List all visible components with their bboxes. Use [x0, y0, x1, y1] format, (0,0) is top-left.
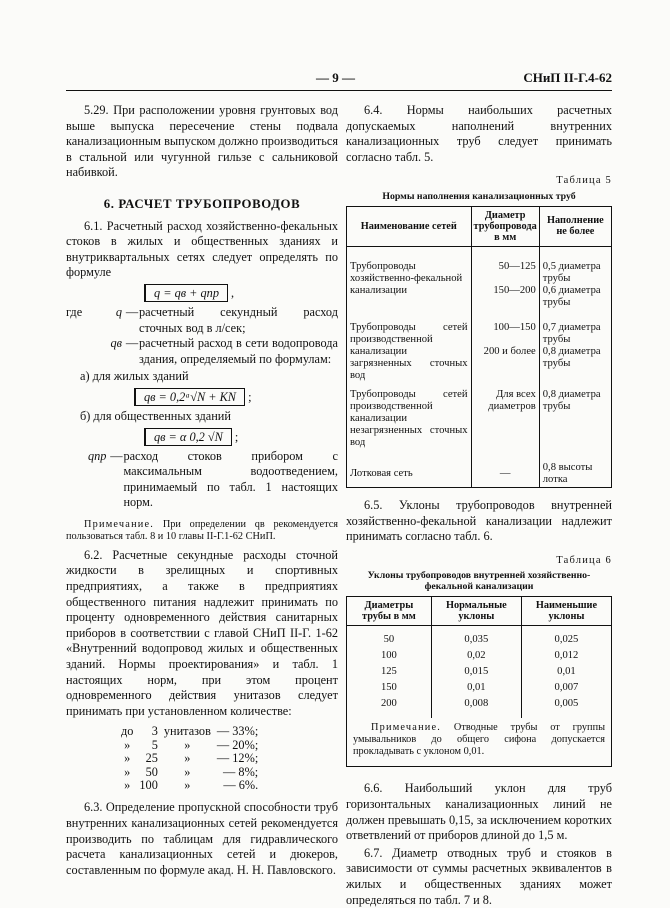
- table5: [346, 206, 612, 488]
- formula-b: qв = α 0,2 √N: [144, 428, 232, 446]
- table6-header: Диаметры трубы в мм: [347, 597, 432, 626]
- table-row: 100 0,02 0,012: [347, 647, 612, 663]
- section-title: 6. РАСЧЕТ ТРУБОПРОВОДОВ: [103, 196, 301, 211]
- table5-header: Диаметр трубопровода в мм: [471, 206, 539, 246]
- case-b: б) для общественных зданий: [80, 408, 231, 423]
- paragraph-6-7: 6.7. Диаметр отводных труб и стояков в зависимости от суммы расчетных эквивалентов в жилых и общественных зданиях может определяться по табл. 7 и 8.: [346, 845, 612, 907]
- table6-title: Уклоны трубопроводов внутренней хозяйственно-фекальной канализации: [367, 570, 591, 593]
- list-item: » 5 » — 20%;: [124, 737, 259, 752]
- paragraph-6-1: 6.1. Расчетный расход хозяйственно-фекальных стоков в жилых и общественных зданиях и внутриквартальных сетях следует определять по формуле: [66, 218, 338, 280]
- def-symbol: qпр: [88, 448, 107, 463]
- table-row: Трубопроводы сетей производственной канализации загрязненных сточных вод 100—150 200 и более 0,7 диаметра трубы 0,8 диаметра трубы: [347, 310, 612, 383]
- table6-header: Нормальные уклоны: [431, 597, 521, 626]
- paragraph-6-3: 6.3. Определение пропускной способности труб внутренних канализационных сетей рекомендуется производить по таблицам для гидравлического расчета канализационных сетей и дюкеров, составленным по формуле акад. Н. Н. Павловского.: [66, 800, 338, 877]
- list-item: » 50 » — 8%;: [124, 764, 259, 779]
- def-text: расчетный расход в сети водопровода здания, определяемый по формулам:: [139, 336, 338, 366]
- table5-caption: Таблица 5: [556, 175, 612, 187]
- definitions: где q — расчетный секундный расход сточных вод в л/сек; qв — расчетный расход в сети водопровода здания, определяемый по формулам:: [66, 304, 338, 366]
- note-text: Отводные трубы от группы умывальников до общего сифона допускается прокладывать с уклоном 0,01.: [353, 722, 605, 758]
- left-column: 5.29. При расположении уровня грунтовых вод выше выпуска пересечение стены подвала канализационным выпуском должно производиться в стальной или чугунной гильзе с сальниковой набивкой. 6. РАСЧЕТ ТРУБОПРОВОДОВ 6.1. Расчетный расход хозяйственно-фекальных стоков в жилых и общественных зданиях и внутриквартальных сетях следует определять по формуле q = qв + qпр , где q — расчетный секундный расход сточных вод в л/сек; qв — расчетный расход в сети водопровода здания, определяемый по формулам: а) для жилых зданий qв = 0,2ᵃ√N + KN ; б) для общественных зданий qв = α 0,2 √N ; qпр — расход стоков прибором с максимальным водоотведением, принимаемый по табл. 1 настоящих норм. Примечание. При определении qв рекомендуется пользоваться табл. 8 и 10 главы II-Г.1-62 СНиП. 6.2. Расчетные секундные расходы сточной жидкости в зрелищных и спортивных предприятиях, а также в предприятиях общественного питания надлежит принимать по проценту одновременного действия санитарных приборов в соответствии с главой СНиП II-Г. 1-62 «Внутренний водопровод жилых и общественных зданий. Нормы проектирования» и табл. 1 настоящих норм, при этом процент одновременного действия унитазов следует принимать при установленном количестве: до 3 унитазов — 33%; » 5 » — 20%; » 25 » — 12%; » 50 » — 8%; » 100 » — 6%. 6.3. Определение пропускной способности труб внутренних канализационных сетей рекомендуется производить по таблицам для гидравлического расчета канализационных сетей и дюкеров, составленным по формуле акад. Н. Н. Павловского.: [66, 103, 338, 877]
- note-label: Примечание.: [371, 722, 442, 734]
- quantities-list: [118, 725, 261, 792]
- list-item: до 3 унитазов — 33%;: [121, 724, 259, 739]
- paragraph-6-2: 6.2. Расчетные секундные расходы сточной жидкости в зрелищных и спортивных предприятиях, а также в предприятиях общественного питания надлежит принимать по проценту одновременного действия санитарных приборов в соответствии с главой СНиП II-Г. 1-62 «Внутренний водопровод жилых и общественных зданий. Нормы проектирования» и табл. 1 настоящих норм, при этом процент одновременного действия унитазов следует принимать при установленном количестве:: [66, 547, 338, 718]
- table5-title: Нормы наполнения канализационных труб: [382, 190, 576, 202]
- table6: [346, 596, 612, 767]
- case-a: а) для жилых зданий: [80, 369, 189, 384]
- table-row: 200 0,008 0,005: [347, 695, 612, 718]
- table5-header: Наименование сетей: [347, 206, 472, 246]
- paragraph-6-4: 6.4. Нормы наибольших расчетных допускаемых наполнений внутренних канализационных труб следует принимать согласно табл. 5.: [346, 103, 612, 164]
- header-rule: [66, 90, 612, 91]
- def-symbol: qв: [110, 336, 122, 351]
- note-label: Примечание.: [84, 518, 155, 530]
- def-symbol: q: [115, 304, 122, 319]
- paragraph-6-5: 6.5. Уклоны трубопроводов внутренней хозяйственно-фекальной канализации надлежит принимать согласно табл. 6.: [346, 497, 612, 544]
- list-item: » 25 » — 12%;: [124, 751, 259, 766]
- def-prefix: где: [66, 304, 83, 319]
- note-6-1: [66, 519, 338, 543]
- document-code: СНиП II-Г.4-62: [523, 70, 612, 85]
- page-number: — 9 —: [316, 70, 355, 85]
- table-row: 150 0,01 0,007: [347, 679, 612, 695]
- formula-a: qв = 0,2ᵃ√N + KN: [134, 388, 245, 406]
- definition-qpr: qпр — расход стоков прибором с максимальным водоотведением, принимаемый по табл. 1 настоящих норм.: [88, 448, 338, 510]
- def-prefix: [66, 336, 88, 367]
- table-row: 50 0,035 0,025: [347, 626, 612, 648]
- table6-note: [353, 722, 605, 758]
- def-text: расчетный секундный расход сточных вод в л/сек;: [139, 304, 338, 335]
- paragraph-5-29: 5.29. При расположении уровня грунтовых вод выше выпуска пересечение стены подвала канализационным выпуском должно производиться в стальной или чугунной гильзе с сальниковой набивкой.: [66, 103, 338, 180]
- table-row: Трубопроводы хозяйственно-фекальной канализации 50—125 150—200 0,5 диаметра трубы 0,6 диаметра трубы: [347, 246, 612, 310]
- table6-header: Наименьшие уклоны: [521, 597, 611, 626]
- table-row: Лотковая сеть — 0,8 высоты лотка: [347, 450, 612, 488]
- list-item: » 100 » — 6%.: [124, 778, 259, 793]
- note-text: При определении qв рекомендуется пользоваться табл. 8 и 10 главы II-Г.1-62 СНиП.: [66, 518, 338, 542]
- table-row: Трубопроводы сетей производственной канализации незагрязненных сточных вод Для всех диаметров 0,8 диаметра трубы: [347, 383, 612, 450]
- table5-header: Наполнение не более: [539, 206, 611, 246]
- def-text: расход стоков прибором с максимальным водоотведением, принимаемый по табл. 1 настоящих норм.: [123, 448, 338, 510]
- formula-main: q = qв + qпр: [144, 284, 228, 302]
- paragraph-6-6: 6.6. Наибольший уклон для труб горизонтальных канализационных линий не должен превышать 0,15, за исключением коротких ответвлений от приборов длиной до 1,5 м.: [346, 781, 612, 843]
- table6-caption: Таблица 6: [556, 554, 612, 566]
- right-column: [346, 103, 612, 908]
- table-row: 125 0,015 0,01: [347, 663, 612, 679]
